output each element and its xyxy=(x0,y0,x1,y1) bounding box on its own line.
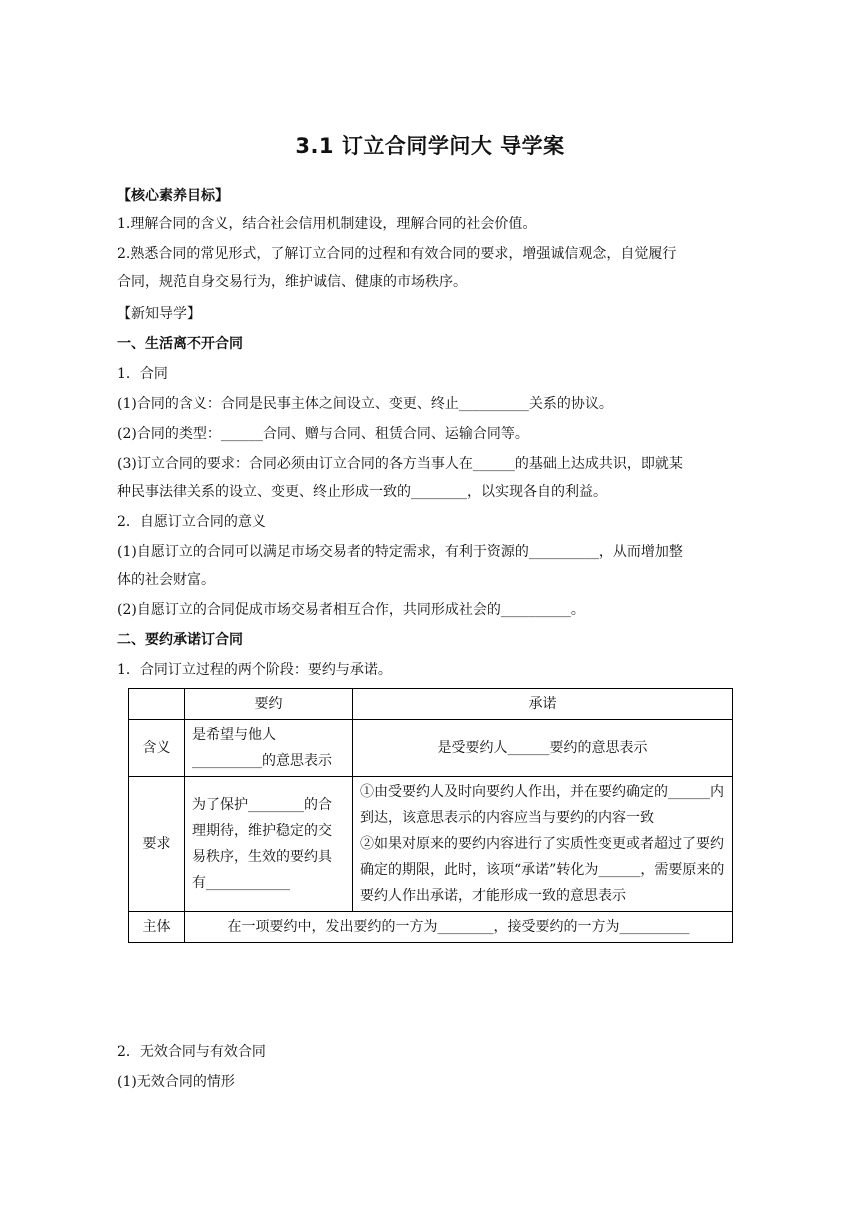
paragraph-1-2: 2．自愿订立合同的意义 xyxy=(117,514,266,530)
paragraph-1-2-1-line-2: 体的社会财富。 xyxy=(117,572,215,588)
table-cell: 是受要约人______要约的意思表示 xyxy=(353,720,733,777)
paragraph-1-1-1: (1)合同的含义：合同是民事主体之间设立、变更、终止__________关系的协议。 xyxy=(117,396,613,412)
table-row xyxy=(129,777,733,912)
paragraph-1-1-2: (2)合同的类型：______合同、赠与合同、租赁合同、运输合同等。 xyxy=(117,426,529,442)
paragraph-1-2-2: (2)自愿订立的合同促成市场交易者相互合作，共同形成社会的__________。 xyxy=(117,602,585,618)
goal-2-line-1: 2.熟悉合同的常见形式，了解订立合同的过程和有效合同的要求，增强诚信观念，自觉履行 xyxy=(117,246,677,262)
table-row-label: 含义 xyxy=(129,720,185,777)
table-cell: 是希望与他人__________的意思表示 xyxy=(185,720,353,777)
core-goal-heading: 【核心素养目标】 xyxy=(117,188,229,204)
table-header-row xyxy=(129,689,733,720)
offer-acceptance-table xyxy=(128,688,733,943)
paragraph-2-2-1: (1)无效合同的情形 xyxy=(117,1074,235,1090)
paragraph-2-1: 1．合同订立过程的两个阶段：要约与承诺。 xyxy=(117,662,392,678)
table-row-label: 主体 xyxy=(129,912,185,943)
paragraph-2-2: 2．无效合同与有效合同 xyxy=(117,1044,266,1060)
paragraph-1-2-1-line-1: (1)自愿订立的合同可以满足市场交易者的特定需求，有利于资源的__________，从而增加整 xyxy=(117,544,683,560)
paragraph-1-1-3-line-1: (3)订立合同的要求：合同必须由订立合同的各方当事人在______的基础上达成共识，即就某 xyxy=(117,456,683,472)
table-header-cell: 承诺 xyxy=(353,689,733,720)
table-cell xyxy=(353,777,733,912)
paragraph-1-1-3-line-2: 种民事法律关系的设立、变更、终止形成一致的________，以实现各自的利益。 xyxy=(117,484,607,500)
part2-heading: 二、要约承诺订合同 xyxy=(117,632,243,648)
table-header-cell xyxy=(129,689,185,720)
table-header-cell: 要约 xyxy=(185,689,353,720)
table-row xyxy=(129,720,733,777)
table-cell: 在一项要约中，发出要约的一方为________，接受要约的一方为__________ xyxy=(185,912,733,943)
table-cell-text: ②如果对原来的要约内容进行了实质性变更或者超过了要约确定的期限，此时，该项“承诺”转化为______，需要原来的要约人作出承诺，才能形成一致的意思表示 xyxy=(360,836,725,904)
page-title: 3.1 订立合同学问大 导学案 xyxy=(295,134,565,158)
paragraph-1-1: 1．合同 xyxy=(117,366,168,382)
table-cell-text: ①由受要约人及时向要约人作出，并在要约确定的______内到达，该意思表示的内容应当与要约的内容一致 xyxy=(360,784,724,826)
table-row-label: 要求 xyxy=(129,777,185,912)
table-cell: 为了保护________的合理期待，维护稳定的交易秩序，生效的要约具有____________ xyxy=(185,777,353,912)
table-row xyxy=(129,912,733,943)
part1-heading: 一、生活离不开合同 xyxy=(117,336,243,352)
goal-1: 1.理解合同的含义，结合社会信用机制建设，理解合同的社会价值。 xyxy=(117,216,537,232)
new-knowledge-heading: 【新知导学】 xyxy=(117,306,201,322)
goal-2-line-2: 合同，规范自身交易行为，维护诚信、健康的市场秩序。 xyxy=(117,274,467,290)
